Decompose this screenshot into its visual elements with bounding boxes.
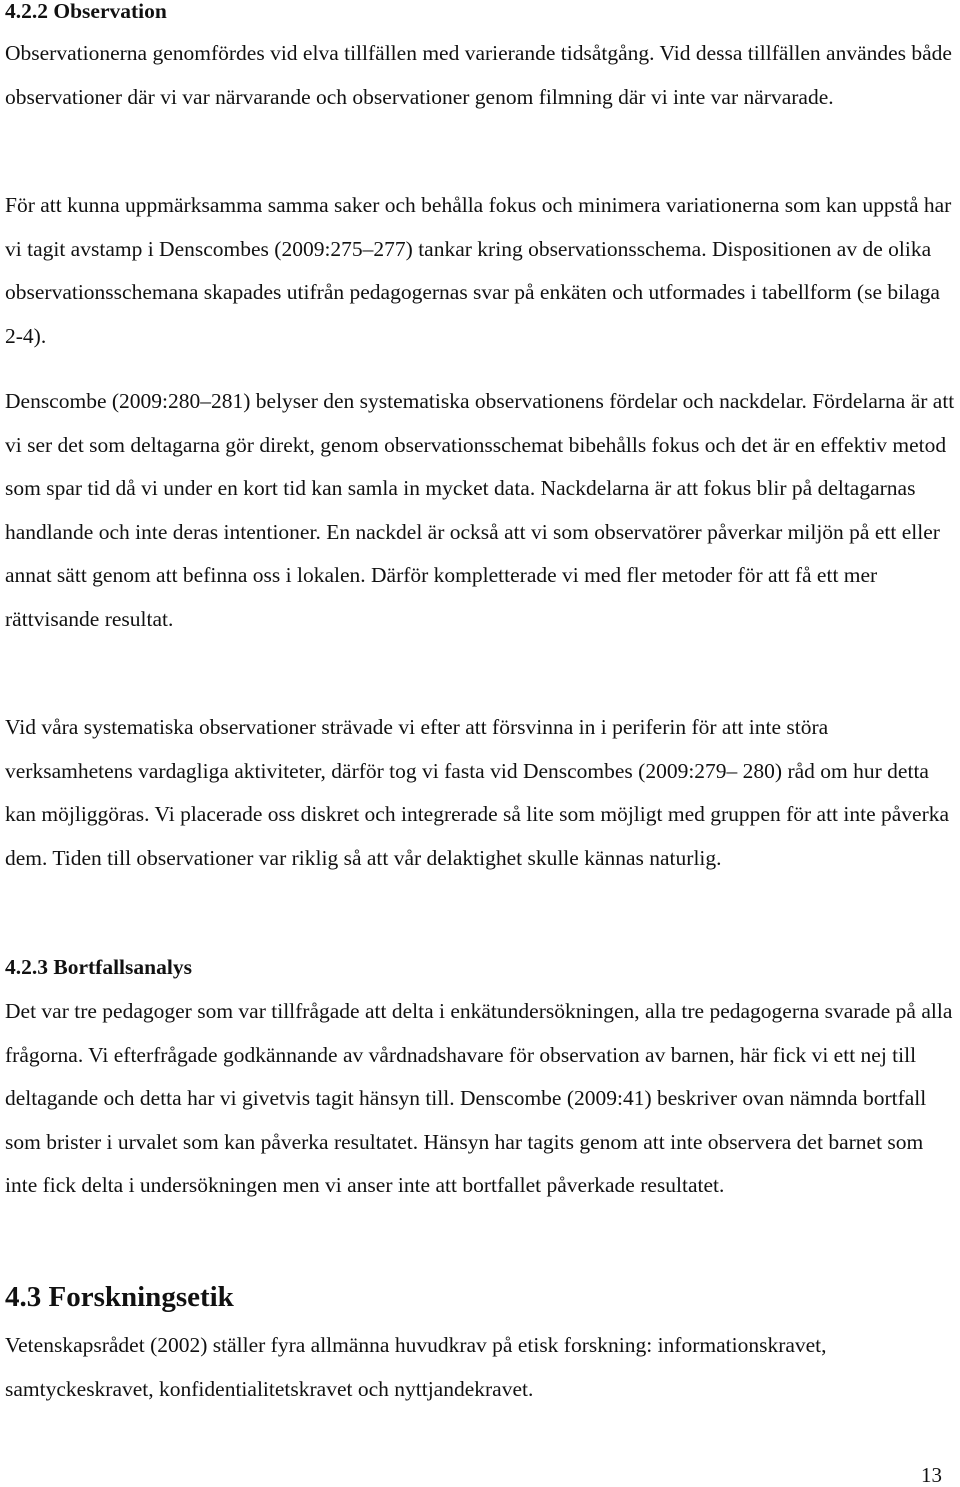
section-heading-4-2-3: 4.2.3 Bortfallsanalys — [5, 955, 192, 979]
page-number: 13 — [921, 1463, 942, 1487]
observation-paragraph-2: För att kunna uppmärksamma samma saker och behålla fokus och minimera variationerna som kan uppstå har vi tagit avstamp i Denscombes (2009:275‒277) tankar kring observationsschema. Dispositionen av de olika observationsschemana skapades utifrån pedagogernas svar på enkäten och utformades i tabellform (se bilaga 2-4). — [5, 193, 952, 348]
observation-paragraph-4: Vid våra systematiska observationer strävade vi efter att försvinna in i periferin för att inte störa verksamhetens vardagliga aktiviteter, därför tog vi fasta vid Denscombes (2009:279‒ 280) råd om hur detta kan möjliggöras. Vi placerade oss diskret och integrerade så lite som möjligt med gruppen för att inte påverka dem. Tiden till observationer var riklig så att vår delaktighet skulle kännas naturlig. — [5, 715, 950, 870]
bortfallsanalys-paragraph: Det var tre pedagoger som var tillfrågade att delta i enkätundersökningen, alla tre pedagogerna svarade på alla frågorna. Vi efterfrågade godkännande av vårdnadshavare för observation av barnen, här fick vi ett nej till deltagande och detta har vi givetvis tagit hänsyn till. Denscombe (2009:41) beskriver ovan nämnda bortfall som brister i urvalet som kan påverka resultatet. Hänsyn har tagits genom att inte observera det barnet som inte fick delta i undersökningen men vi anser inte att bortfallet påverkade resultatet. — [5, 999, 953, 1197]
forskningsetik-paragraph: Vetenskapsrådet (2002) ställer fyra allmänna huvudkrav på etisk forskning: informationskravet, samtyckeskravet, konfidentialitetskravet och nyttjandekravet. — [5, 1333, 827, 1401]
observation-paragraph-3: Denscombe (2009:280‒281) belyser den systematiska observationens fördelar och nackdelar. Fördelarna är att vi ser det som deltagarna gör direkt, genom observationsschemat bibehålls fokus och det är en effektiv metod som spar tid då vi under en kort tid kan samla in mycket data. Nackdelarna är att fokus blir på deltagarnas handlande och inte deras intentioner. En nackdel är också att vi som observatörer påverkar miljön på ett eller annat sätt genom att befinna oss i lokalen. Därför kompletterade vi med fler metoder för att få ett mer rättvisande resultat. — [5, 389, 955, 631]
section-heading-4-2-2: 4.2.2 Observation — [5, 0, 167, 23]
observation-paragraph-1: Observationerna genomfördes vid elva tillfällen med varierande tidsåtgång. Vid dessa tillfällen användes både observationer där vi var närvarande och observationer genom filmning där vi inte var närvarade. — [5, 41, 952, 109]
section-heading-4-3: 4.3 Forskningsetik — [5, 1281, 234, 1313]
